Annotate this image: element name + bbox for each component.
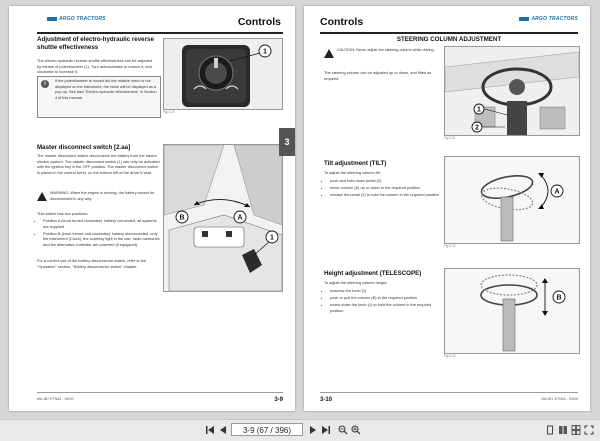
figure-potentiometer: [163, 38, 283, 110]
section-title-shuttle: Adjustment of electro-hydraulic reverse shuttle effectiveness: [37, 36, 154, 51]
zoom-in-button[interactable]: [351, 424, 361, 436]
list-item: • push or pull the column (B) to the required position: [330, 295, 442, 301]
figure-caption: Fig.3-10: [163, 110, 175, 114]
footer-rule: [37, 392, 283, 393]
section-title-steering: STEERING COLUMN ADJUSTMENT: [396, 36, 502, 43]
callout-a: A: [237, 214, 243, 222]
page-header-title: Controls: [237, 16, 281, 28]
height-steps: [324, 288, 442, 315]
note-box: [37, 76, 161, 118]
two-page-icon: [558, 425, 568, 435]
figure-caption: Fig.3-12: [444, 244, 456, 248]
first-page-icon: [205, 425, 215, 435]
callout-1: 1: [477, 106, 481, 114]
previous-page-icon: [218, 425, 228, 435]
section-title-master-switch: Master disconnect switch [2.aa]: [37, 144, 131, 151]
zoom-out-button[interactable]: [338, 424, 348, 436]
potentiometer-illustration: [164, 39, 282, 109]
footer-doc-code: MA-IB7-ETN42 - 04/20: [37, 397, 74, 401]
figure-tilt: [444, 156, 580, 244]
single-page-icon: [545, 425, 555, 435]
info-icon: i: [38, 77, 52, 117]
next-page-icon: [308, 425, 318, 435]
master-switch-illustration: [164, 145, 282, 291]
figure-master-switch: [163, 144, 283, 292]
zoom-out-icon: [338, 425, 348, 435]
figure-caption: Fig.3-13: [444, 354, 456, 358]
list-item: • release the pedal (2) to hold the column in the required position: [330, 192, 442, 198]
warning-icon: [324, 49, 334, 58]
caution-text: CAUTION: Never adjust the steering column while driving.: [337, 48, 435, 52]
two-page-view-button[interactable]: [558, 424, 568, 436]
figure-steering-column: [444, 46, 580, 136]
warning-icon: [37, 192, 47, 201]
list-item: • screw down the knob (1) to hold the column in the required position: [330, 302, 442, 313]
master-switch-reference: For a correct use of the battery disconnector switch, refer to the "Operation" section, "Battery disconnector switch" chapter.: [37, 258, 147, 269]
continuous-page-icon: [571, 425, 581, 435]
list-item: • unscrew the knob (1): [330, 288, 442, 294]
height-intro: To adjust the steering column height:: [324, 280, 388, 285]
list-item: • Position A (knob turned clockwise): battery connected, all systems are supplied.: [43, 218, 161, 229]
switch-positions-list: [37, 218, 161, 249]
tilt-steps: [324, 178, 442, 199]
list-item: • Position B (knob turned anti-clockwise): battery disconnected, only the instrument (Clock), the courtesy light in the cab, radio memories and the telematics controller are powered (if equipped).: [43, 231, 161, 248]
steering-column-illustration: [445, 47, 579, 135]
switch-positions-intro: This switch has two positions:: [37, 211, 89, 216]
footer-doc-code: MA-IB7-ETN42 - 04/20: [541, 397, 578, 401]
last-page-button[interactable]: [321, 424, 331, 436]
tilt-illustration: [445, 157, 579, 243]
viewer-toolbar: [0, 419, 600, 441]
page-number: 3-9: [274, 397, 283, 403]
page-number-field[interactable]: 3-9 (67 / 396): [231, 423, 303, 436]
callout-2: 2: [475, 124, 479, 132]
callout-b: B: [556, 294, 562, 302]
figure-telescope: [444, 268, 580, 354]
first-page-button[interactable]: [205, 424, 215, 436]
callout-a: A: [554, 188, 560, 196]
header-rule: [37, 32, 283, 34]
left-manual-page: [9, 6, 295, 411]
previous-page-button[interactable]: [218, 424, 228, 436]
right-manual-page: [304, 6, 590, 411]
caution-box: [324, 48, 442, 58]
list-item: • push and hold down pedal (2): [330, 178, 442, 184]
page-header-title: Controls: [320, 16, 364, 28]
fullscreen-icon: [584, 425, 594, 435]
single-page-view-button[interactable]: [545, 424, 555, 436]
shuttle-body: The electro-hydraulic reverse shuttle effectiveness can be adjusted by means of potentiometer (1). Turn anticlockwise to reduce it, and clockwise to increase it.: [37, 58, 153, 75]
fullscreen-button[interactable]: [584, 424, 594, 436]
callout-b: B: [179, 214, 185, 222]
master-switch-body: The master disconnect switch disconnects the battery from the tractor electric system. The master disconnect switch (1) can only be activated with the ignition key in the OFF position. The master disconnect switch is placed in the control turret, on the bottom left of the driver's seat.: [37, 153, 160, 175]
section-title-tilt: Tilt adjustment (TILT): [324, 160, 387, 167]
warning-text: WARNING: When the engine is running, the battery cannot be disconnected in any way.: [50, 191, 155, 201]
tilt-intro: To adjust the steering column tilt:: [324, 170, 381, 175]
section-title-height: Height adjustment (TELESCOPE): [324, 270, 422, 277]
continuous-view-button[interactable]: [571, 424, 581, 436]
chapter-tab: 3: [279, 128, 295, 156]
warning-box: [37, 191, 161, 202]
zoom-in-icon: [351, 425, 361, 435]
steering-intro: The steering column can be adjusted up or down, and tilted as required.: [324, 70, 432, 81]
header-rule: [320, 32, 578, 34]
brand-logo: ARGO TRACTORS: [519, 16, 578, 22]
figure-caption: Fig.3-11: [444, 136, 456, 140]
callout-1: 1: [263, 48, 267, 56]
callout-1: 1: [270, 234, 274, 242]
list-item: • move column (A) up or down to the required position: [330, 185, 442, 191]
brand-logo: ARGO TRACTORS: [47, 16, 106, 22]
telescope-illustration: [445, 269, 579, 353]
last-page-icon: [321, 425, 331, 435]
page-number: 3-10: [320, 397, 333, 403]
note-text: If the potentiometer is moved but the relative menu is not displayed on the instrument, the value will be displayed as a pop-up. See also "Electro-hydraulic effectiveness" in Section 4 of this manual.: [55, 79, 157, 100]
next-page-button[interactable]: [308, 424, 318, 436]
footer-rule: [320, 392, 578, 393]
